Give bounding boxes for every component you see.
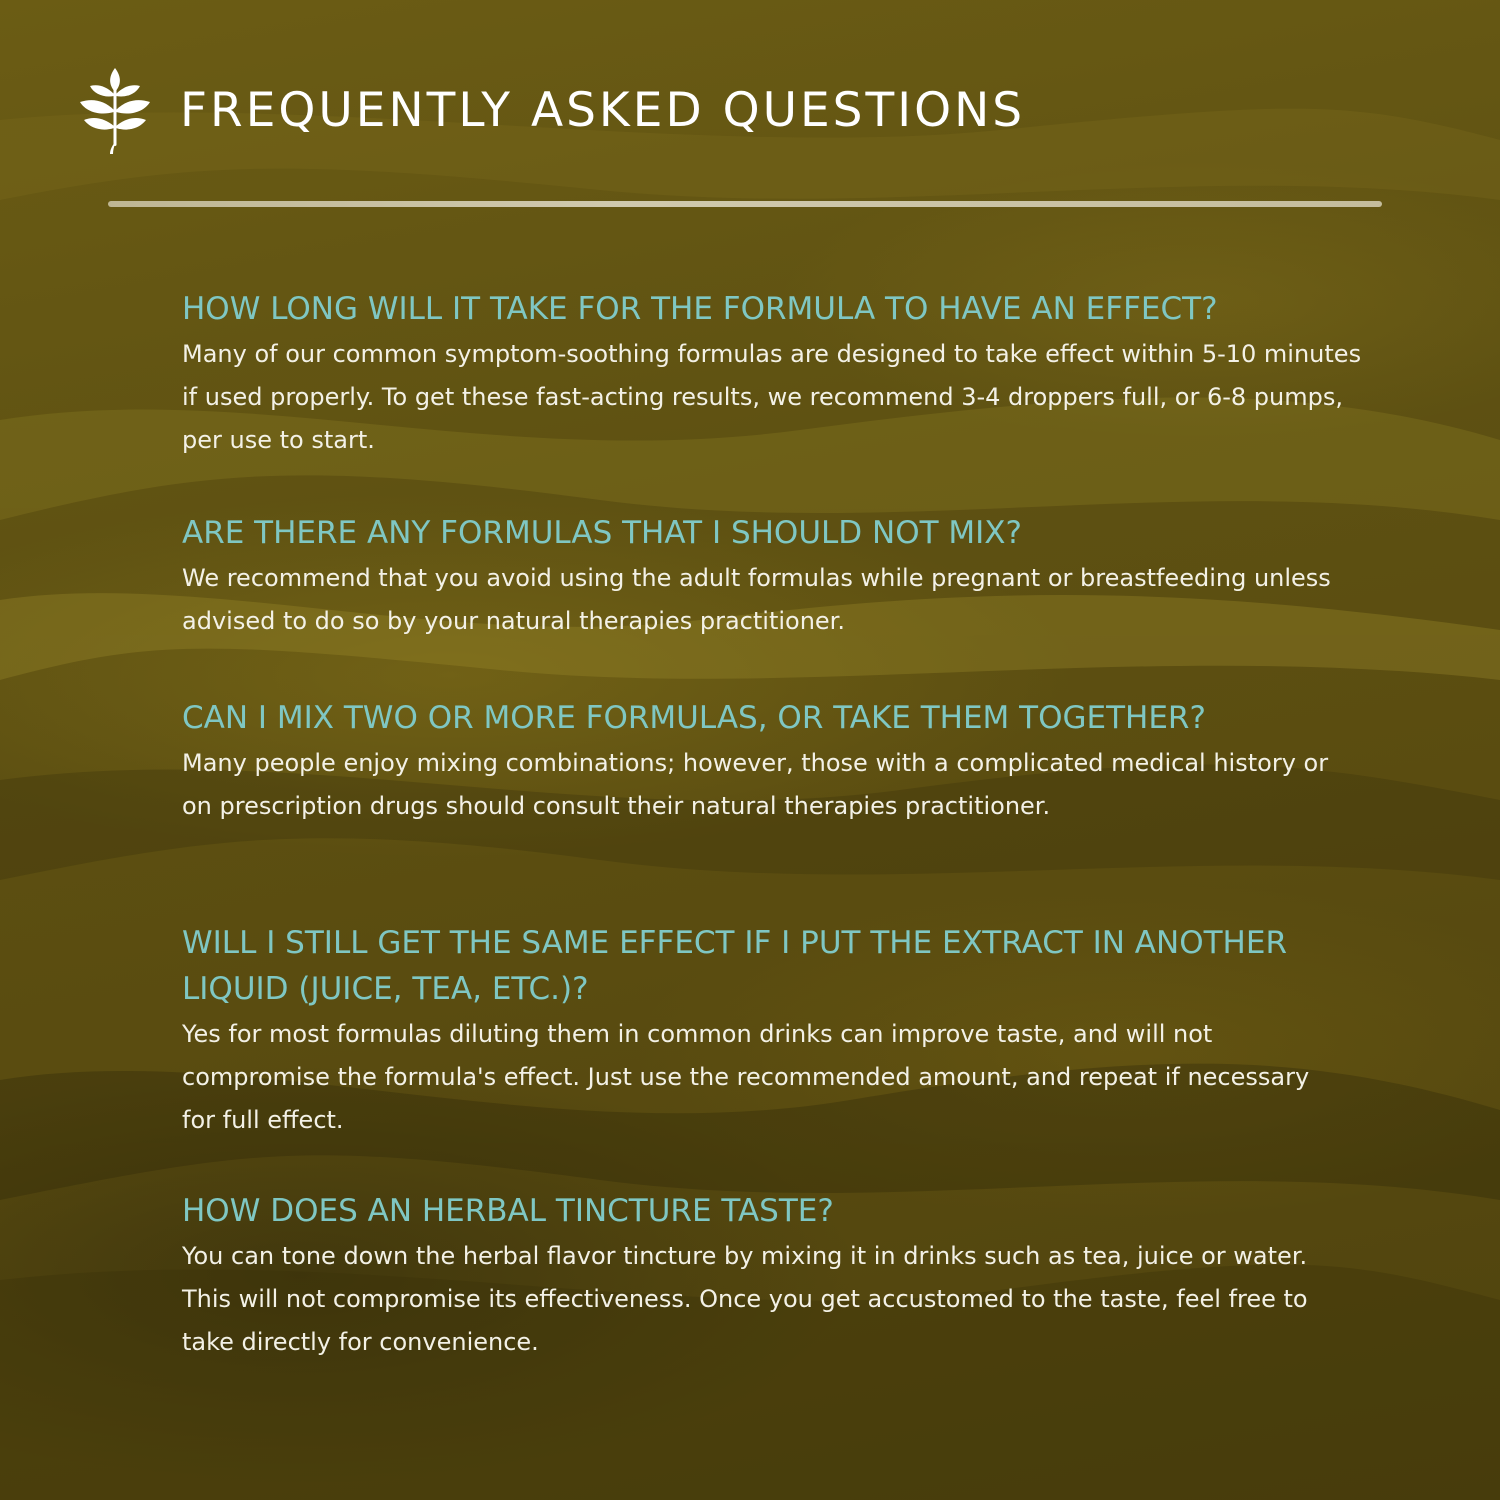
page-title: FREQUENTLY ASKED QUESTIONS [180, 82, 1026, 138]
faq-question: ARE THERE ANY FORMULAS THAT I SHOULD NOT MIX? [182, 515, 1022, 551]
faq-question: WILL I STILL GET THE SAME EFFECT IF I PUT THE EXTRACT IN ANOTHER LIQUID (JUICE, TEA, ETC.)? [182, 925, 1287, 1007]
faq-question: HOW LONG WILL IT TAKE FOR THE FORMULA TO HAVE AN EFFECT? [182, 291, 1218, 327]
faq-item [182, 1188, 1362, 1364]
leaf-branch-icon [74, 64, 156, 156]
faq-answer: You can tone down the herbal flavor tincture by mixing it in drinks such as tea, juice or water. This will not compromise its effectiveness. Once you get accustomed to the taste, feel free to take directly for convenience. [182, 1242, 1308, 1356]
faq-answer: Yes for most formulas diluting them in common drinks can improve taste, and will not compromise the formula's effect. Just use the recommended amount, and repeat if necessary for full effect. [182, 1020, 1310, 1134]
faq-answer: We recommend that you avoid using the adult formulas while pregnant or breastfeeding unless advised to do so by your natural therapies practitioner. [182, 564, 1331, 635]
faq-question: CAN I MIX TWO OR MORE FORMULAS, OR TAKE THEM TOGETHER? [182, 700, 1206, 736]
faq-question: HOW DOES AN HERBAL TINCTURE TASTE? [182, 1193, 834, 1229]
faq-item [182, 695, 1362, 828]
faq-item [182, 920, 1312, 1142]
header-divider [108, 201, 1382, 207]
faq-item [182, 510, 1362, 643]
page-header [74, 62, 1025, 158]
faq-answer: Many of our common symptom-soothing formulas are designed to take effect within 5-10 minutes if used properly. To get these fast-acting results, we recommend 3-4 droppers full, or 6-8 pumps, per use to start. [182, 340, 1362, 454]
faq-item [182, 286, 1362, 462]
faq-answer: Many people enjoy mixing combinations; however, those with a complicated medical history or on prescription drugs should consult their natural therapies practitioner. [182, 749, 1329, 820]
